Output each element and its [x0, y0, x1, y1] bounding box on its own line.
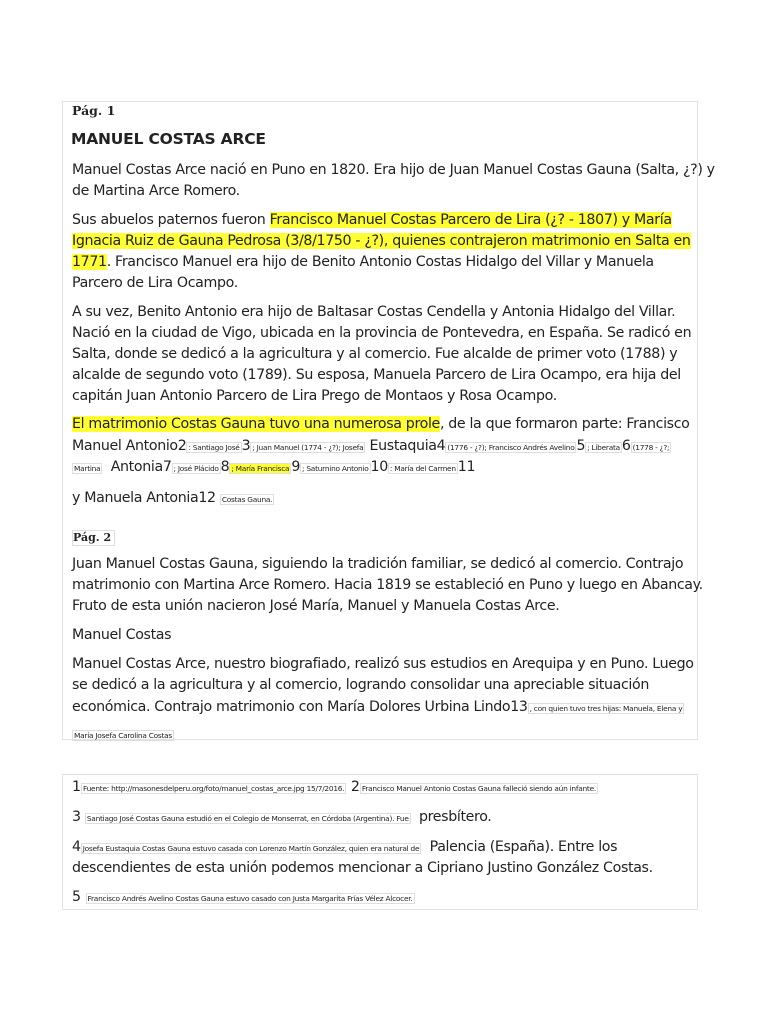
- footnote-number: 3: [72, 809, 81, 825]
- footnote-fragment: María Josefa Carolina Costas: [74, 731, 173, 740]
- highlight: El matrimonio Costas Gauna tuvo una numerosa prole: [72, 416, 440, 432]
- paragraph-line: Parcero de Lira Ocampo.: [72, 275, 238, 291]
- text: Antonia: [110, 459, 163, 475]
- footnote-fragment: (1776 - ¿?); Francisco Andrés Avelino: [447, 443, 575, 452]
- footnote-number: 1: [72, 779, 82, 795]
- paragraph-line: Manuel Costas Arce, nuestro biografiado, realizó sus estudios en Arequipa y en Puno. Luego: [72, 656, 694, 672]
- paragraph-line: [72, 459, 475, 475]
- footnote-ref[interactable]: 12: [198, 490, 216, 506]
- footnote-ref[interactable]: 6: [621, 438, 631, 454]
- paragraph-line: Fruto de esta unión nacieron José María, Manuel y Manuela Costas Arce.: [72, 598, 560, 614]
- footnote-fragment: Martina: [74, 464, 101, 473]
- text: Eustaquia: [369, 438, 437, 454]
- footnote-text: Josefa Eustaquia Costas Gauna estuvo casada con Lorenzo Martín González, quien era natural de: [82, 844, 420, 853]
- highlight: Ignacia Ruiz de Gauna Pedrosa (3/8/1750 - ¿?), quienes contrajeron matrimonio en Salta en: [72, 233, 691, 249]
- footnote-fragment: : María del Carmen: [389, 464, 456, 473]
- footnote-fragment: ; Liberata: [587, 443, 620, 452]
- paragraph-line: matrimonio con Martina Arce Romero. Hacia 1819 se estableció en Puno y luego en Abancay.: [72, 577, 703, 593]
- footnote-line: [72, 779, 598, 795]
- footnote-ref[interactable]: 9: [291, 459, 301, 475]
- footnote-fragment: ; Saturnino Antonio: [302, 464, 369, 473]
- paragraph-line: [72, 233, 691, 249]
- footnote-line: [72, 809, 491, 825]
- footnote-fragment: , con quien tuvo tres hijas: Manuela, Elena y: [529, 704, 683, 713]
- footnote-ref[interactable]: 13: [510, 699, 528, 715]
- footnote-text: Santiago José Costas Gauna estudió en el Colegio de Monserrat, en Córdoba (Argentina). Fue: [86, 814, 409, 823]
- paragraph-line: Manuel Costas Arce nació en Puno en 1820. Era hijo de Juan Manuel Costas Gauna (Salta, ¿?) y: [72, 162, 715, 178]
- footnote-number: 5: [72, 889, 82, 905]
- footnote-text: Francisco Manuel Antonio Costas Gauna falleció siendo aún infante.: [361, 784, 596, 793]
- paragraph-line: alcalde de segundo voto (1789). Su esposa, Manuela Parcero de Lira Ocampo, era hija del: [72, 367, 681, 383]
- footnote-fragment: : Santiago José: [188, 443, 240, 452]
- footnote-ref[interactable]: 2: [177, 438, 187, 454]
- footnote-fragment: [72, 723, 174, 742]
- footnote-ref[interactable]: 5: [576, 438, 586, 454]
- footnote-number: 4: [72, 839, 81, 855]
- footnote-text: Fuente: http://masonesdelperu.org/foto/manuel_costas_arce.jpg 15/7/2016.: [83, 784, 345, 793]
- footnote-text: Francisco Andrés Avelino Costas Gauna estuvo casado con Justa Margarita Frías Vélez Alcocer.: [87, 894, 413, 903]
- paragraph-line: capitán Juan Antonio Parcero de Lira Prego de Montaos y Rosa Ocampo.: [72, 388, 557, 404]
- footnote-ref[interactable]: 8: [220, 459, 230, 475]
- paragraph-line: Juan Manuel Costas Gauna, siguiendo la tradición familiar, se dedicó al comercio. Contrajo: [72, 556, 684, 572]
- paragraph-line: [72, 212, 672, 228]
- footnote-text: Palencia (España). Entre los: [429, 839, 618, 855]
- footnote-line: [72, 889, 415, 905]
- subheading: Manuel Costas: [72, 627, 172, 643]
- text: . Francisco Manuel era hijo de Benito Antonio Costas Hidalgo del Villar y Manuela: [106, 254, 654, 270]
- footnote-text: presbítero.: [418, 809, 492, 825]
- footnote-fragment: (1778 - ¿?;: [632, 443, 670, 452]
- text: económica. Contrajo matrimonio con María Dolores Urbina Lindo: [72, 699, 511, 715]
- footnote-fragment: Costas Gauna.: [221, 495, 273, 504]
- footnote-ref[interactable]: 3: [241, 438, 251, 454]
- text: y Manuela Antonia: [72, 490, 199, 506]
- footnote-ref[interactable]: 4: [436, 438, 446, 454]
- paragraph-line: se dedicó a la agricultura y al comercio, logrando consolidar una apreciable situación: [72, 677, 649, 693]
- text: Sus abuelos paternos fueron: [72, 212, 270, 228]
- highlight: 1771: [72, 254, 107, 270]
- page-title: MANUEL COSTAS ARCE: [71, 130, 266, 148]
- paragraph-line: de Martina Arce Romero.: [72, 183, 240, 199]
- footnote-ref[interactable]: 7: [162, 459, 172, 475]
- paragraph-line: [72, 490, 274, 506]
- page-label: Pág. 2: [72, 530, 115, 546]
- paragraph-line: [72, 699, 684, 715]
- text: Manuel Antonio: [72, 438, 178, 454]
- footnote-ref[interactable]: 10: [370, 459, 388, 475]
- footnote-ref[interactable]: 11: [457, 459, 476, 475]
- paragraph-line: [72, 254, 654, 270]
- text: , de la que formaron parte: Francisco: [439, 416, 690, 432]
- footnote-fragment-highlight: ; María Francisca: [231, 464, 290, 473]
- paragraph-line: A su vez, Benito Antonio era hijo de Baltasar Costas Cendella y Antonia Hidalgo del Villar.: [72, 304, 676, 320]
- paragraph-line: Nació en la ciudad de Vigo, ubicada en la provincia de Pontevedra, en España. Se radicó en: [72, 325, 692, 341]
- footnote-number: 2: [350, 779, 360, 795]
- footnote-line: descendientes de esta unión podemos mencionar a Cipriano Justino González Costas.: [72, 860, 653, 876]
- highlight: Francisco Manuel Costas Parcero de Lira (¿? - 1807) y María: [269, 212, 672, 228]
- footnote-fragment: ; Juan Manuel (1774 - ¿?); Josefa: [252, 443, 364, 452]
- page-label: Pág. 1: [72, 103, 116, 118]
- paragraph-line: [72, 416, 690, 432]
- footnote-fragment: ; José Plácido: [173, 464, 219, 473]
- footnote-line: [72, 839, 617, 855]
- paragraph-line: [72, 438, 671, 454]
- paragraph-line: Salta, donde se dedicó a la agricultura y al comercio. Fue alcalde de primer voto (1788) y: [72, 346, 678, 362]
